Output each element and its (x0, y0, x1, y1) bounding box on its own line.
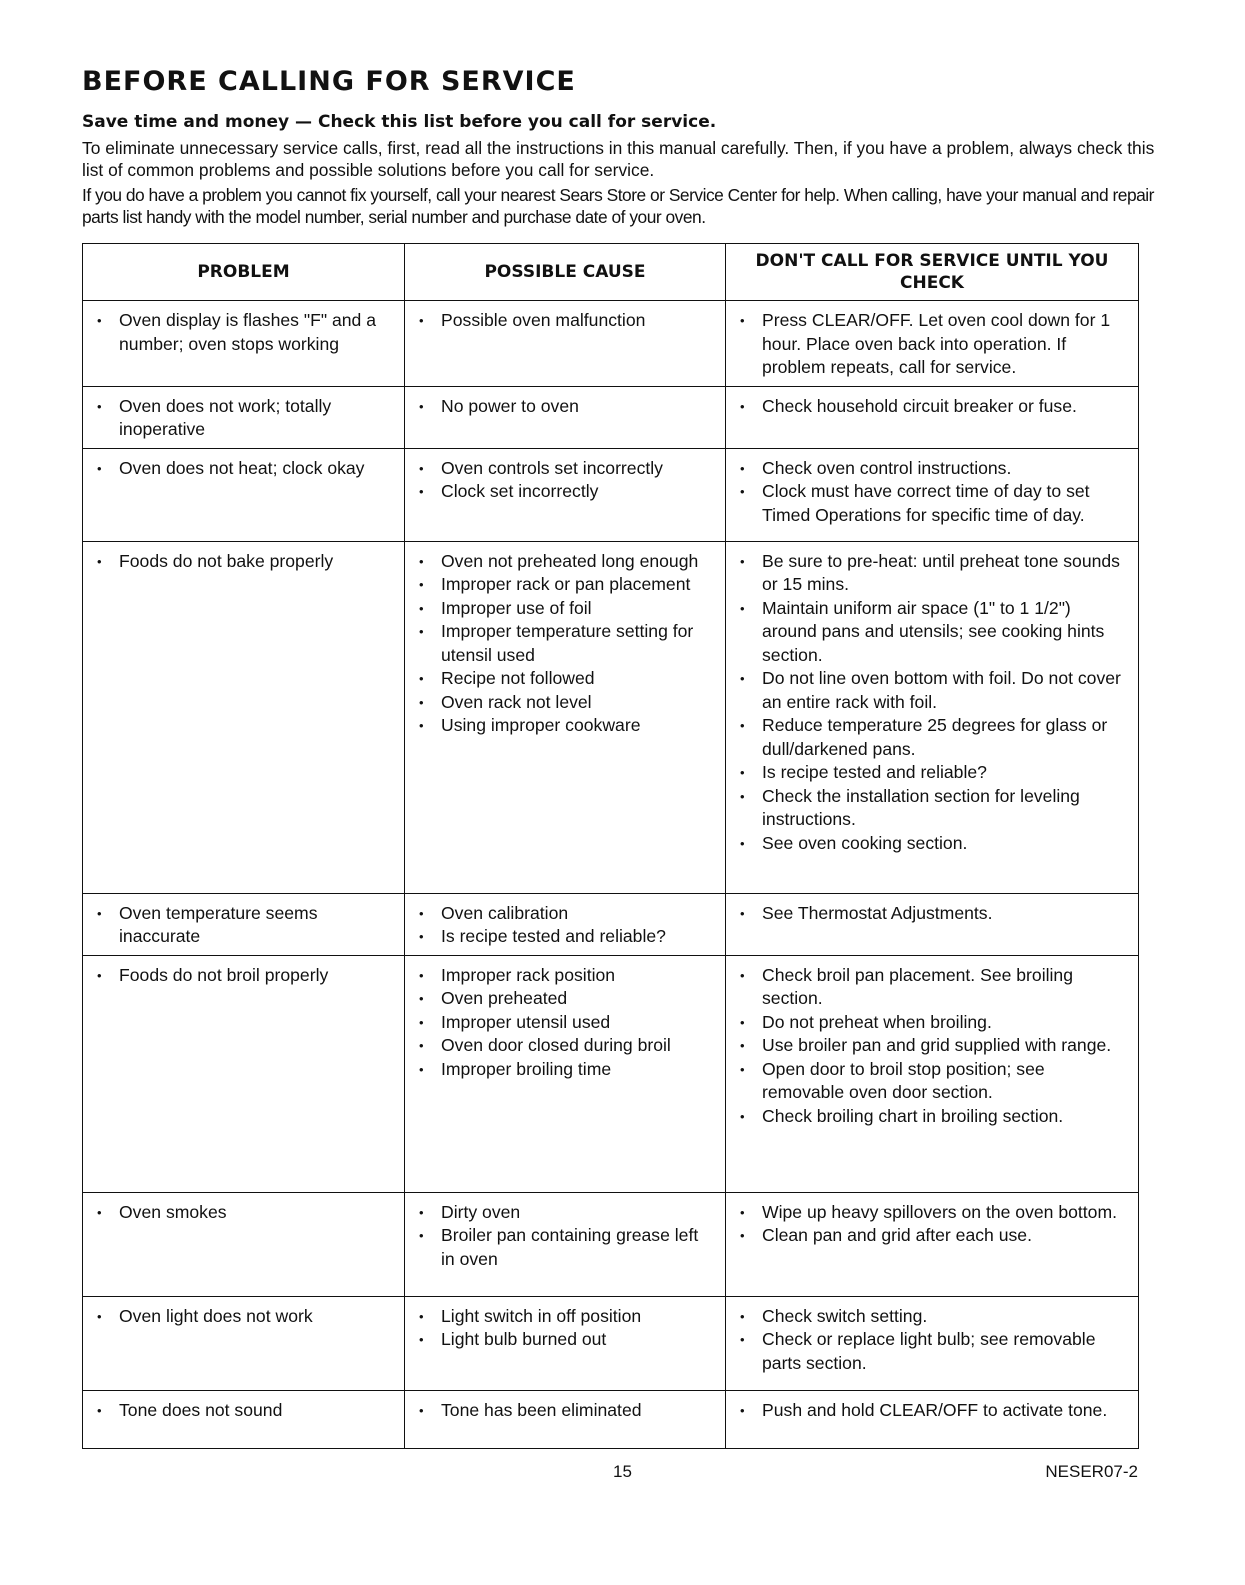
cause-list (405, 894, 725, 955)
cause-list (405, 542, 725, 744)
problem-list (83, 542, 404, 580)
problem-item: • Oven does not heat; clock okay (97, 457, 394, 481)
problem-cell (83, 1296, 405, 1390)
check-item: • Clean pan and grid after each use. (740, 1224, 1128, 1248)
cause-item: • Using improper cookware (419, 714, 715, 738)
problem-item: • Foods do not bake properly (97, 550, 394, 574)
cause-cell (405, 386, 726, 448)
check-list (726, 449, 1138, 534)
page-subtitle: Save time and money — Check this list before you call for service. (82, 112, 717, 132)
cause-item: • Improper broiling time (419, 1058, 715, 1082)
check-cell (726, 386, 1139, 448)
cause-list (405, 1297, 725, 1358)
table-header-row (83, 244, 1139, 301)
help-paragraph: If you do have a problem you cannot fix yourself, call your nearest Sears Store or Service Center for help. When calling, have your manual and repair parts list handy with the model number, serial number and purchase date of your oven. (82, 185, 1154, 227)
cause-list (405, 387, 725, 425)
cause-cell (405, 541, 726, 893)
check-cell (726, 893, 1139, 955)
intro-paragraph: To eliminate unnecessary service calls, first, read all the instructions in this manual carefully. Then, if you have a problem, always check this list of common problems and possible solutions before you call for service. (82, 138, 1155, 180)
cause-item: • Oven rack not level (419, 691, 715, 715)
check-cell (726, 301, 1139, 387)
problem-column-header: PROBLEM (83, 244, 405, 301)
cause-item: • Possible oven malfunction (419, 309, 715, 333)
check-cell (726, 955, 1139, 1192)
cause-cell (405, 448, 726, 541)
problem-item: • Oven smokes (97, 1201, 394, 1225)
cause-cell (405, 1192, 726, 1296)
cause-item: • Tone has been eliminated (419, 1399, 715, 1423)
check-item: • See Thermostat Adjustments. (740, 902, 1128, 926)
check-list (726, 542, 1138, 862)
problem-item: • Oven temperature seems inaccurate (97, 902, 394, 949)
cause-item: • Recipe not followed (419, 667, 715, 691)
cause-cell (405, 893, 726, 955)
cause-item: • Improper utensil used (419, 1011, 715, 1035)
check-list (726, 1193, 1138, 1254)
problem-item: • Oven does not work; totally inoperative (97, 395, 394, 442)
cause-item: • Improper rack or pan placement (419, 573, 715, 597)
problem-cell (83, 541, 405, 893)
page-title: BEFORE CALLING FOR SERVICE (82, 66, 576, 97)
cause-item: • Oven preheated (419, 987, 715, 1011)
problem-list (83, 894, 404, 955)
check-item: • Open door to broil stop position; see removable oven door section. (740, 1058, 1128, 1105)
cause-item: • Improper use of foil (419, 597, 715, 621)
problem-list (83, 301, 404, 362)
document-code: NESER07-2 (1045, 1462, 1138, 1481)
cause-item: • No power to oven (419, 395, 715, 419)
table-row (83, 955, 1139, 1192)
cause-list (405, 956, 725, 1088)
check-list (726, 301, 1138, 386)
table-row (83, 1296, 1139, 1390)
check-item: • See oven cooking section. (740, 832, 1128, 856)
problem-item: • Oven display is flashes "F" and a number; oven stops working (97, 309, 394, 356)
check-item: • Reduce temperature 25 degrees for glass or dull/darkened pans. (740, 714, 1128, 761)
cause-item: • Improper temperature setting for utensil used (419, 620, 715, 667)
check-item: • Press CLEAR/OFF. Let oven cool down for 1 hour. Place oven back into operation. If problem repeats, call for service. (740, 309, 1128, 380)
table-row (83, 1192, 1139, 1296)
check-item: • Check household circuit breaker or fuse. (740, 395, 1128, 419)
problem-item: • Oven light does not work (97, 1305, 394, 1329)
check-item: • Check the installation section for leveling instructions. (740, 785, 1128, 832)
check-list (726, 894, 1138, 932)
check-column-header: DON'T CALL FOR SERVICE UNTIL YOU CHECK (726, 244, 1139, 301)
cause-cell (405, 955, 726, 1192)
table-row (83, 448, 1139, 541)
check-cell (726, 541, 1139, 893)
check-item: • Check or replace light bulb; see removable parts section. (740, 1328, 1128, 1375)
problem-list (83, 1391, 404, 1429)
cause-item: • Oven not preheated long enough (419, 550, 715, 574)
problem-cell (83, 1390, 405, 1448)
cause-item: • Oven door closed during broil (419, 1034, 715, 1058)
cause-item: • Dirty oven (419, 1201, 715, 1225)
check-item: • Maintain uniform air space (1" to 1 1/2") around pans and utensils; see cooking hints section. (740, 597, 1128, 668)
check-item: • Check broil pan placement. See broiling section. (740, 964, 1128, 1011)
cause-item: • Oven calibration (419, 902, 715, 926)
problem-list (83, 1193, 404, 1231)
cause-item: • Broiler pan containing grease left in oven (419, 1224, 715, 1271)
check-item: • Check switch setting. (740, 1305, 1128, 1329)
check-item: • Clock must have correct time of day to set Timed Operations for specific time of day. (740, 480, 1128, 527)
check-item: • Push and hold CLEAR/OFF to activate tone. (740, 1399, 1128, 1423)
cause-item: • Light switch in off position (419, 1305, 715, 1329)
check-cell (726, 1390, 1139, 1448)
table-row (83, 1390, 1139, 1448)
problem-item: • Foods do not broil properly (97, 964, 394, 988)
table-body (83, 301, 1139, 1449)
table-row (83, 893, 1139, 955)
problem-cell (83, 301, 405, 387)
check-cell (726, 1192, 1139, 1296)
check-item: • Do not line oven bottom with foil. Do not cover an entire rack with foil. (740, 667, 1128, 714)
check-list (726, 956, 1138, 1135)
check-list (726, 387, 1138, 425)
cause-cell (405, 301, 726, 387)
problem-cell (83, 955, 405, 1192)
table-row (83, 301, 1139, 387)
problem-list (83, 449, 404, 487)
troubleshooting-table (82, 243, 1139, 1449)
problem-cell (83, 448, 405, 541)
page-number: 15 (613, 1462, 632, 1481)
cause-list (405, 301, 725, 339)
problem-list (83, 1297, 404, 1335)
cause-item: • Oven controls set incorrectly (419, 457, 715, 481)
check-item: • Check broiling chart in broiling section. (740, 1105, 1128, 1129)
problem-cell (83, 386, 405, 448)
check-cell (726, 1296, 1139, 1390)
cause-list (405, 449, 725, 510)
check-item: • Do not preheat when broiling. (740, 1011, 1128, 1035)
cause-item: • Clock set incorrectly (419, 480, 715, 504)
cause-column-header: POSSIBLE CAUSE (405, 244, 726, 301)
check-list (726, 1297, 1138, 1382)
table-row (83, 386, 1139, 448)
problem-cell (83, 893, 405, 955)
cause-cell (405, 1390, 726, 1448)
check-item: • Is recipe tested and reliable? (740, 761, 1128, 785)
check-item: • Be sure to pre-heat: until preheat tone sounds or 15 mins. (740, 550, 1128, 597)
check-item: • Use broiler pan and grid supplied with range. (740, 1034, 1128, 1058)
cause-item: • Is recipe tested and reliable? (419, 925, 715, 949)
cause-item: • Improper rack position (419, 964, 715, 988)
check-item: • Check oven control instructions. (740, 457, 1128, 481)
cause-item: • Light bulb burned out (419, 1328, 715, 1352)
table-row (83, 541, 1139, 893)
cause-cell (405, 1296, 726, 1390)
problem-list (83, 387, 404, 448)
check-list (726, 1391, 1138, 1429)
problem-list (83, 956, 404, 994)
cause-list (405, 1391, 725, 1429)
problem-item: • Tone does not sound (97, 1399, 394, 1423)
check-item: • Wipe up heavy spillovers on the oven bottom. (740, 1201, 1128, 1225)
cause-list (405, 1193, 725, 1278)
check-cell (726, 448, 1139, 541)
problem-cell (83, 1192, 405, 1296)
